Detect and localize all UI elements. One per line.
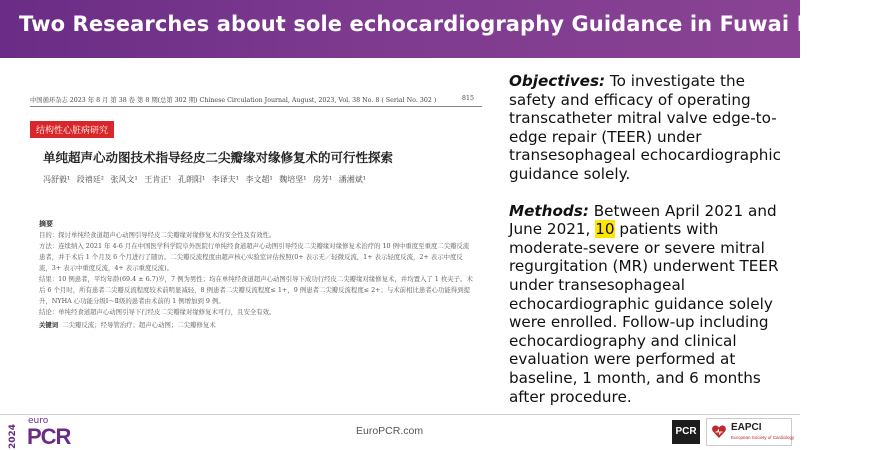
journal-citation: 中国循环杂志 2023 年 8 月 第 38 卷 第 8 期(总第 302 期) Chinese Circulation Journal, August, 2023, Vol. 38 No. 8 ( Serial No. 302 ): [30, 97, 437, 104]
objectives-label: Objectives:: [509, 72, 606, 90]
slide-title-bar: [0, 0, 896, 58]
abstract-conclusion: 结论：单纯经食道超声心动图引导下行经皮二尖瓣缘对缘修复术可行，且安全有效。: [39, 308, 276, 316]
heart-icon: [711, 424, 727, 440]
europcr-logo: [6, 416, 86, 450]
logo-pcr: PCR: [27, 424, 71, 449]
paper-authors: 冯舒毅¹ 段禧廷² 张风文¹ 王肯正¹ 孔朗阳¹ 李译夫¹ 李文超¹ 魏培坚¹ 房芳¹ 潘湘斌¹: [43, 175, 366, 184]
methods-paragraph: [509, 202, 791, 407]
footer-url[interactable]: EuroPCR.com: [356, 425, 424, 437]
eapci-badge: [706, 418, 795, 446]
keywords-text: 二尖瓣反流；经导管治疗；超声心动图；二尖瓣修复术: [62, 321, 216, 329]
journal-rule: [30, 106, 482, 107]
pcr-badge: PCR: [672, 420, 700, 444]
paper-excerpt: [30, 90, 482, 365]
abstract-objective: 目的：探讨单纯经食道超声心动图引导经皮二尖瓣缘对缘修复术的安全性及有效性。: [39, 231, 276, 239]
methods-text-after: patients with moderate-severe or severe mitral regurgitation (MR) underwent TEER under transesophageal echocardiographic guidance solely were enrolled. Follow-up including echocardiography and clinical evaluation were performed at baseline, 1 month, and 6 months after procedure.: [509, 220, 779, 406]
paper-title: 单纯超声心动图技术指导经皮二尖瓣缘对缘修复术的可行性探索: [43, 150, 394, 165]
paper-abstract: [39, 218, 475, 331]
patient-count-highlight: 10: [595, 220, 615, 239]
journal-header: [30, 95, 482, 104]
objectives-paragraph: [509, 72, 791, 184]
section-tag: 结构性心脏病研究: [30, 121, 114, 138]
eapci-subtitle: European Society of Cardiology: [731, 435, 795, 440]
journal-page-number: 815: [461, 95, 474, 102]
objectives-text: To investigate the safety and efficacy of operating transcatheter mitral valve edge-to-edge repair (TEER) under transesophageal echocardiographic guidance solely.: [509, 72, 781, 183]
slide-title: Two Researches about sole echocardiography Guidance in Fuwai Hospital: [19, 12, 896, 36]
methods-text-before: Between April 2021 and June 2021,: [509, 201, 777, 239]
abstract-keywords: [39, 320, 475, 331]
abstract-heading: 摘要: [39, 219, 53, 228]
methods-label: Methods:: [509, 201, 589, 220]
eapci-name: EAPCI: [731, 422, 762, 433]
logo-euro: euro: [28, 416, 49, 426]
footer-divider: [0, 414, 800, 415]
keywords-label: 关键词: [39, 321, 59, 329]
abstract-methods: 方法：连续纳入 2021 年 4-6 月在中国医学科学院阜外医院行单纯经食道超声心动图引导经皮二尖瓣缘对缘修复术治疗的 10 例中重度至重度二尖瓣反流患者，并于术后 1 个月及 6 个月进行了随访。二尖瓣反流程度由超声核心实验室评估按照(0+ 表示无／轻微反流，1+ 表示轻度反流，2+ 表示中度反流，3+ 表示中重度反流，4+ 表示重度反流)。: [39, 242, 470, 272]
logo-year: 2024: [8, 423, 18, 449]
abstract-results: 结果：10 例患者，平均年龄(69.4 ± 6.7)岁，7 例为男性；均在单纯经食道超声心动图引导下成功行经皮二尖瓣缘对缘修复术，并均置入了 1 枚夹子。术后 6 个月时，所有患者二尖瓣反流程度较术前明显减轻，8 例患者二尖瓣反流程度≤ 1+，9 例患者二尖瓣反流程度≤ 2+；与术前相比患者心功能得到提升，NYHA 心功能分级Ⅰ～Ⅱ级的患者由术前的 1 例增加到 9 例。: [39, 275, 473, 305]
summary-text: [509, 72, 791, 406]
